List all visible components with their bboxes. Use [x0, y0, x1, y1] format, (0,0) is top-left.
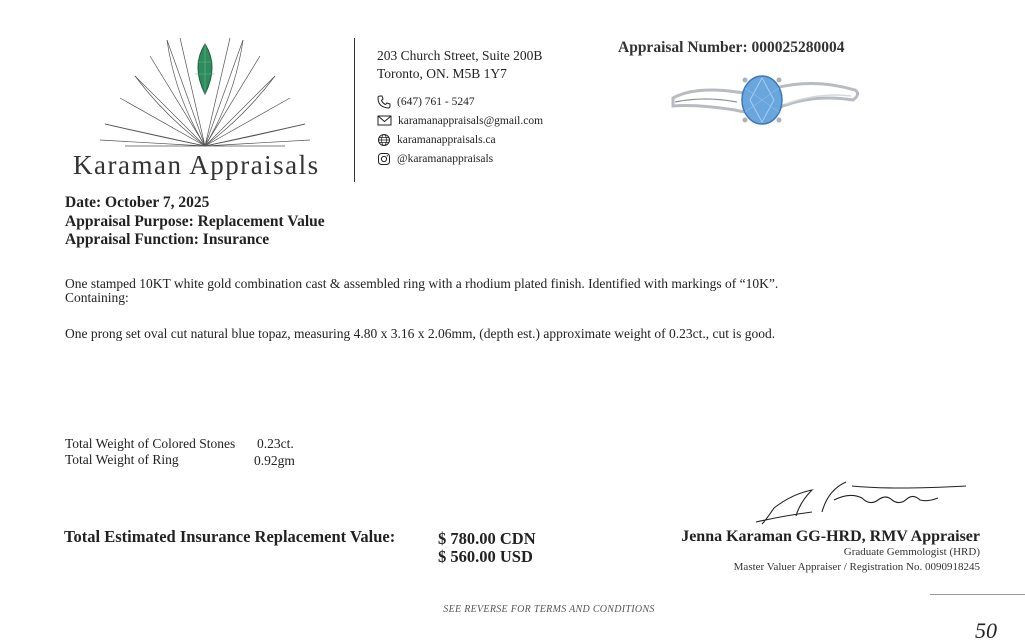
total-stones-label: Total Weight of Colored Stones: [65, 436, 236, 451]
appraisal-purpose: Appraisal Purpose: Replacement Value: [65, 213, 325, 230]
total-ring-value: 0.92gm: [254, 453, 295, 468]
address-line-1: 203 Church Street, Suite 200B: [377, 48, 543, 63]
valuation-label: Total Estimated Insurance Replacement Value:: [64, 527, 396, 546]
contact-instagram-text: @karamanappraisals: [397, 153, 494, 165]
terms-notice: SEE REVERSE FOR TERMS AND CONDITIONS: [443, 604, 655, 615]
appraiser-signature: [752, 472, 972, 528]
ring-photo: [665, 64, 865, 136]
total-ring-label: Total Weight of Ring: [65, 452, 179, 467]
appraiser-title-2: Master Valuer Appraiser / Registration No. 0090918245: [733, 561, 980, 573]
valuation-usd: $ 560.00 USD: [438, 547, 533, 566]
address-line-2: Toronto, ON. M5B 1Y7: [377, 66, 507, 81]
phone-icon: [377, 95, 391, 109]
contact-email-text: karamanappraisals@gmail.com: [398, 114, 544, 127]
description-line-2: Containing:: [65, 290, 129, 305]
appraisal-function: Appraisal Function: Insurance: [65, 231, 270, 248]
instagram-icon: [377, 152, 391, 166]
contact-email: [377, 114, 543, 127]
brand-name: Karaman Appraisals: [73, 150, 320, 180]
total-stones-value: 0.23ct.: [257, 436, 294, 451]
contact-phone-text: (647) 761 - 5247: [397, 96, 475, 108]
description-line-3: One prong set oval cut natural blue topaz, measuring 4.80 x 3.16 x 2.06mm, (depth est.) approximate weight of 0.23ct., cut is good.: [65, 326, 776, 341]
contact-website-text: karamanappraisals.ca: [397, 134, 496, 146]
appraisal-number: Appraisal Number: 000025280004: [618, 39, 845, 56]
header-divider: [354, 38, 355, 182]
contact-website: [377, 133, 496, 147]
appraisal-date: Date: October 7, 2025: [65, 194, 210, 211]
company-logo: [95, 36, 315, 156]
appraiser-title-1: Graduate Gemmologist (HRD): [843, 546, 980, 558]
globe-icon: [377, 133, 391, 147]
handwritten-page-mark: 50: [975, 618, 997, 643]
valuation-cdn: $ 780.00 CDN: [438, 529, 536, 548]
mail-icon: [377, 114, 392, 127]
contact-instagram: [377, 152, 493, 166]
footer-rule: [930, 594, 1025, 595]
appraiser-name: Jenna Karaman GG-HRD, RMV Appraiser: [681, 528, 980, 545]
contact-phone: [377, 95, 475, 109]
description-line-1: One stamped 10KT white gold combination cast & assembled ring with a rhodium plated finish. Identified with markings of “10K”.: [65, 276, 779, 291]
